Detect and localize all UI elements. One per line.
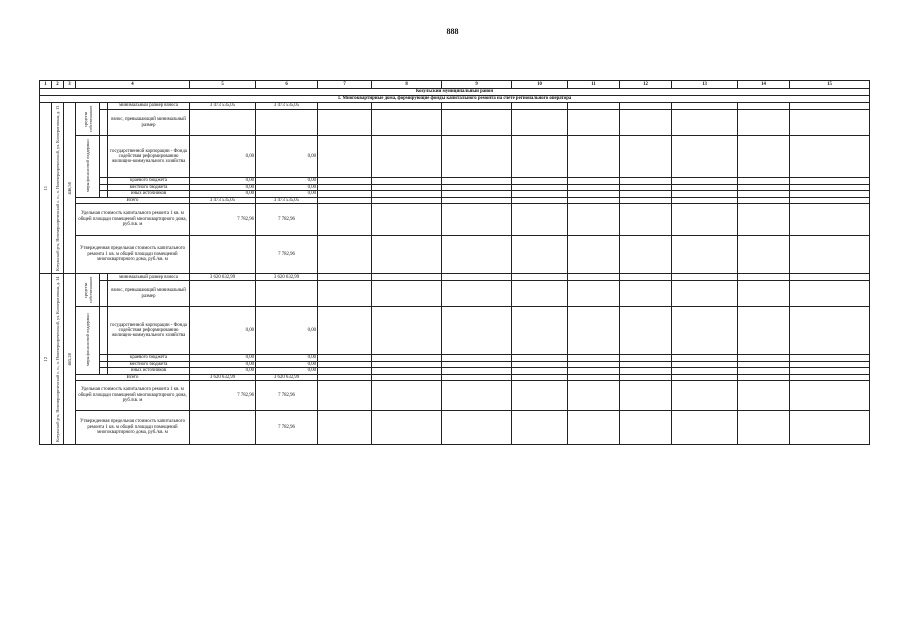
block-12-regional-v6: 0,00 bbox=[256, 355, 318, 361]
block-12-area: 465,20 bbox=[66, 352, 72, 366]
block-12-other-v5: 0,00 bbox=[190, 368, 256, 374]
block-11-owners-group: средства собственников bbox=[82, 105, 93, 133]
block-12-support-group: меры финансовой поддержки bbox=[85, 313, 90, 367]
block-12-min-payment-v5: 3 620 632,99 bbox=[190, 274, 256, 281]
block-11-extra-payment-label: взнос, превышающий минимальный размер bbox=[108, 110, 190, 136]
block-11-support-group: меры финансовой поддержки bbox=[85, 139, 90, 193]
block-12-local-label: местного бюджета bbox=[108, 361, 190, 367]
col-header-6: 6 bbox=[256, 81, 318, 89]
block-11-regional-v5: 0,00 bbox=[190, 178, 256, 184]
capital-repair-table bbox=[39, 80, 870, 445]
block-11-number: 11 bbox=[42, 185, 48, 191]
col-header-2: 2 bbox=[52, 81, 64, 89]
block-12-other-label: иных источников bbox=[108, 368, 190, 374]
block-11-state-corp-v6: 0,00 bbox=[256, 136, 318, 178]
col-header-13: 13 bbox=[672, 81, 738, 89]
block-12-max-cost-label: Утвержденная предельная стоимость капитального ремонта 1 кв. м общей площади помещений многоквартирного дома, руб./кв. м bbox=[76, 411, 190, 445]
block-11-total-label: Всего bbox=[76, 197, 190, 203]
block-12-extra-payment-label: взнос, превышающий минимальный размер bbox=[108, 281, 190, 307]
col-header-10: 10 bbox=[512, 81, 568, 89]
block-12-min-payment-label: минимальный размер взноса bbox=[108, 274, 190, 281]
block-11-area: 446,50 bbox=[66, 181, 72, 195]
block-11-total-v5: 3 473 535,05 bbox=[190, 197, 256, 203]
col-header-8: 8 bbox=[372, 81, 442, 89]
col-header-15: 15 bbox=[790, 81, 870, 89]
block-12-total-label: Всего bbox=[76, 374, 190, 380]
block-11-other-label: иных источников bbox=[108, 191, 190, 197]
block-11-local-v5: 0,00 bbox=[190, 184, 256, 190]
block-12-total-v5: 3 620 632,99 bbox=[190, 374, 256, 380]
col-header-11: 11 bbox=[568, 81, 620, 89]
column-numbers-row bbox=[40, 81, 870, 89]
block-12-local-v6: 0,00 bbox=[256, 361, 318, 367]
col-header-14: 14 bbox=[738, 81, 790, 89]
block-12-unit-cost-v5: 7 782,96 bbox=[190, 381, 256, 411]
block-11-address: Козульский р-н, Новочернореченский с. п., п. Новочернореченский, ул. Кооперативная, д. 13 bbox=[55, 105, 60, 271]
col-header-12: 12 bbox=[620, 81, 672, 89]
block-11-unit-cost-v6: 7 782,96 bbox=[256, 204, 318, 236]
block-12-other-v6: 0,00 bbox=[256, 368, 318, 374]
block-11-total-v6: 3 473 535,05 bbox=[256, 197, 318, 203]
district-title: Козульский муниципальный район bbox=[40, 89, 870, 96]
block-11-state-corp-v5: 0,00 bbox=[190, 136, 256, 178]
block-11-local-v6: 0,00 bbox=[256, 184, 318, 190]
block-12-max-cost-v6: 7 782,96 bbox=[256, 411, 318, 445]
col-header-3: 3 bbox=[64, 81, 76, 89]
block-12-regional-v5: 0,00 bbox=[190, 355, 256, 361]
block-11-unit-cost-v5: 7 782,96 bbox=[190, 204, 256, 236]
col-header-9: 9 bbox=[442, 81, 512, 89]
col-header-5: 5 bbox=[190, 81, 256, 89]
block-11-min-payment-label: минимальный размер взноса bbox=[108, 103, 190, 110]
block-12-total-v6: 3 620 632,99 bbox=[256, 374, 318, 380]
block-12-regional-label: краевого бюджета bbox=[108, 355, 190, 361]
block-11-local-label: местного бюджета bbox=[108, 184, 190, 190]
block-11-regional-label: краевого бюджета bbox=[108, 178, 190, 184]
block-11-other-v5: 0,00 bbox=[190, 191, 256, 197]
section-title: 1. Многоквартирные дома, формирующие фонды капитального ремонта на счете регионального оператора bbox=[40, 96, 870, 103]
block-12-min-payment-v6: 3 620 632,99 bbox=[256, 274, 318, 281]
block-12-local-v5: 0,00 bbox=[190, 361, 256, 367]
block-12-address: Козульский р-н, Новочернореченский с. п., п. Новочернореченский, ул. Кооперативная, д. 14 bbox=[55, 276, 60, 442]
block-12-state-corp-v6: 0,00 bbox=[256, 307, 318, 355]
block-11-regional-v6: 0,00 bbox=[256, 178, 318, 184]
block-12-unit-cost-label: Удельная стоимость капитального ремонта 1 кв. м общей площади помещений многоквартирного дома, руб./кв. м bbox=[76, 381, 190, 411]
block-11-state-corp-label: государственной корпорации - Фонда содействия реформированию жилищно-коммунального хозяйства bbox=[108, 136, 190, 178]
block-11-unit-cost-label: Удельная стоимость капитального ремонта 1 кв. м общей площади помещений многоквартирного дома, руб./кв. м bbox=[76, 204, 190, 236]
block-11-max-cost-label: Утвержденная предельная стоимость капитального ремонта 1 кв. м общей площади помещений многоквартирного дома, руб./кв. м bbox=[76, 236, 190, 274]
block-11-max-cost-v6: 7 782,96 bbox=[256, 236, 318, 274]
col-header-1: 1 bbox=[40, 81, 52, 89]
block-11-min-payment-v6: 3 473 535,05 bbox=[256, 103, 318, 110]
block-12-state-corp-label: государственной корпорации - Фонда содействия реформированию жилищно-коммунального хозяйства bbox=[108, 307, 190, 355]
block-11-other-v6: 0,00 bbox=[256, 191, 318, 197]
block-12-owners-group: средства собственников bbox=[82, 276, 93, 304]
block-12-number: 12 bbox=[42, 356, 48, 362]
col-header-7: 7 bbox=[318, 81, 372, 89]
block-12-unit-cost-v6: 7 782,96 bbox=[256, 381, 318, 411]
block-11-min-payment-v5: 3 473 535,05 bbox=[190, 103, 256, 110]
col-header-4: 4 bbox=[76, 81, 190, 89]
page-number: 888 bbox=[446, 27, 459, 36]
block-12-state-corp-v5: 0,00 bbox=[190, 307, 256, 355]
